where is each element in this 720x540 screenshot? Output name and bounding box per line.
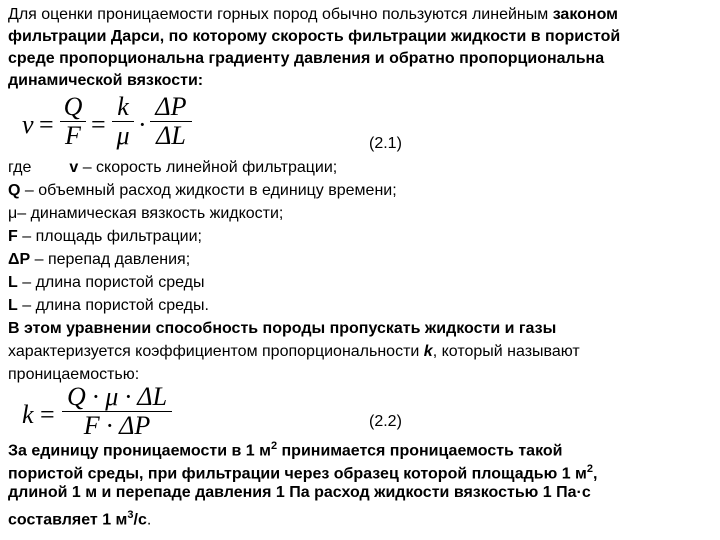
formula2-lhs: k: [22, 400, 34, 429]
definition-v: где v – скорость линейной фильтрации;: [8, 159, 338, 176]
formula1-eq1: =: [39, 110, 54, 139]
outro-line-2: пористой среды, при фильтрации через образец которой площадью 1 $м^2$,: [8, 463, 598, 483]
intro-line-1: Для оценки проницаемости горных пород обычно пользуются линейным законом: [8, 6, 618, 23]
formula1-mu: μ: [116, 121, 130, 150]
formula1-frac-k-over-mu: [112, 93, 134, 150]
definition-mu: μ– динамическая вязкость жидкости;: [8, 205, 284, 222]
middle-line-3: проницаемостью:: [8, 366, 140, 383]
definition-l-1: L – длина пористой среды: [8, 274, 205, 291]
darcy-formula: [22, 93, 192, 155]
outro-line-3: длиной 1 м и перепаде давления 1 Па расход жидкости вязкостью 1 Па·с: [8, 484, 591, 501]
intro-line-3: среде пропорциональна градиенту давления и обратно пропорциональна: [8, 50, 605, 67]
equation-number-2-1: (2.1): [369, 135, 402, 152]
formula1-dp: ΔP: [155, 92, 187, 121]
intro-line-2: фильтрации Дарси, по которому скорость фильтрации жидкости в пористой: [8, 28, 621, 45]
formula2-denominator: F · ΔP: [83, 411, 151, 440]
definition-l-2: L – длина пористой среды.: [8, 297, 209, 314]
formula1-eq2: =: [91, 110, 106, 139]
middle-line-2: характеризуется коэффициентом пропорциональности k, который называют: [8, 343, 580, 360]
middle-line-1: В этом уравнении способность породы пропускать жидкости и газы: [8, 320, 557, 337]
definition-q: Q – объемный расход жидкости в единицу времени;: [8, 182, 397, 199]
formula2-eq: =: [40, 400, 55, 429]
equation-number-2-2: (2.2): [369, 413, 402, 430]
definition-dp: ΔP – перепад давления;: [8, 251, 191, 268]
definition-f: F – площадь фильтрации;: [8, 228, 202, 245]
formula1-dl: ΔL: [156, 121, 186, 150]
formula2-fraction: [62, 383, 172, 440]
formula1-lhs: v: [22, 110, 34, 139]
formula1-frac-dp-over-dl: [150, 93, 192, 150]
formula2-numerator: Q · μ · ΔL: [66, 382, 168, 411]
outro-line-1: За единицу проницаемости в 1 $м^2$ принимается проницаемость такой: [8, 440, 563, 460]
formula1-dot: ·: [138, 110, 147, 139]
formula1-f: F: [65, 121, 81, 150]
formula1-frac-q-over-f: [60, 93, 86, 150]
formula1-q: Q: [63, 92, 83, 121]
intro-line-4: динамической вязкости:: [8, 72, 204, 89]
formula1-k: k: [117, 92, 129, 121]
outro-line-4: составляет 1 $м^3/с$.: [8, 509, 152, 529]
